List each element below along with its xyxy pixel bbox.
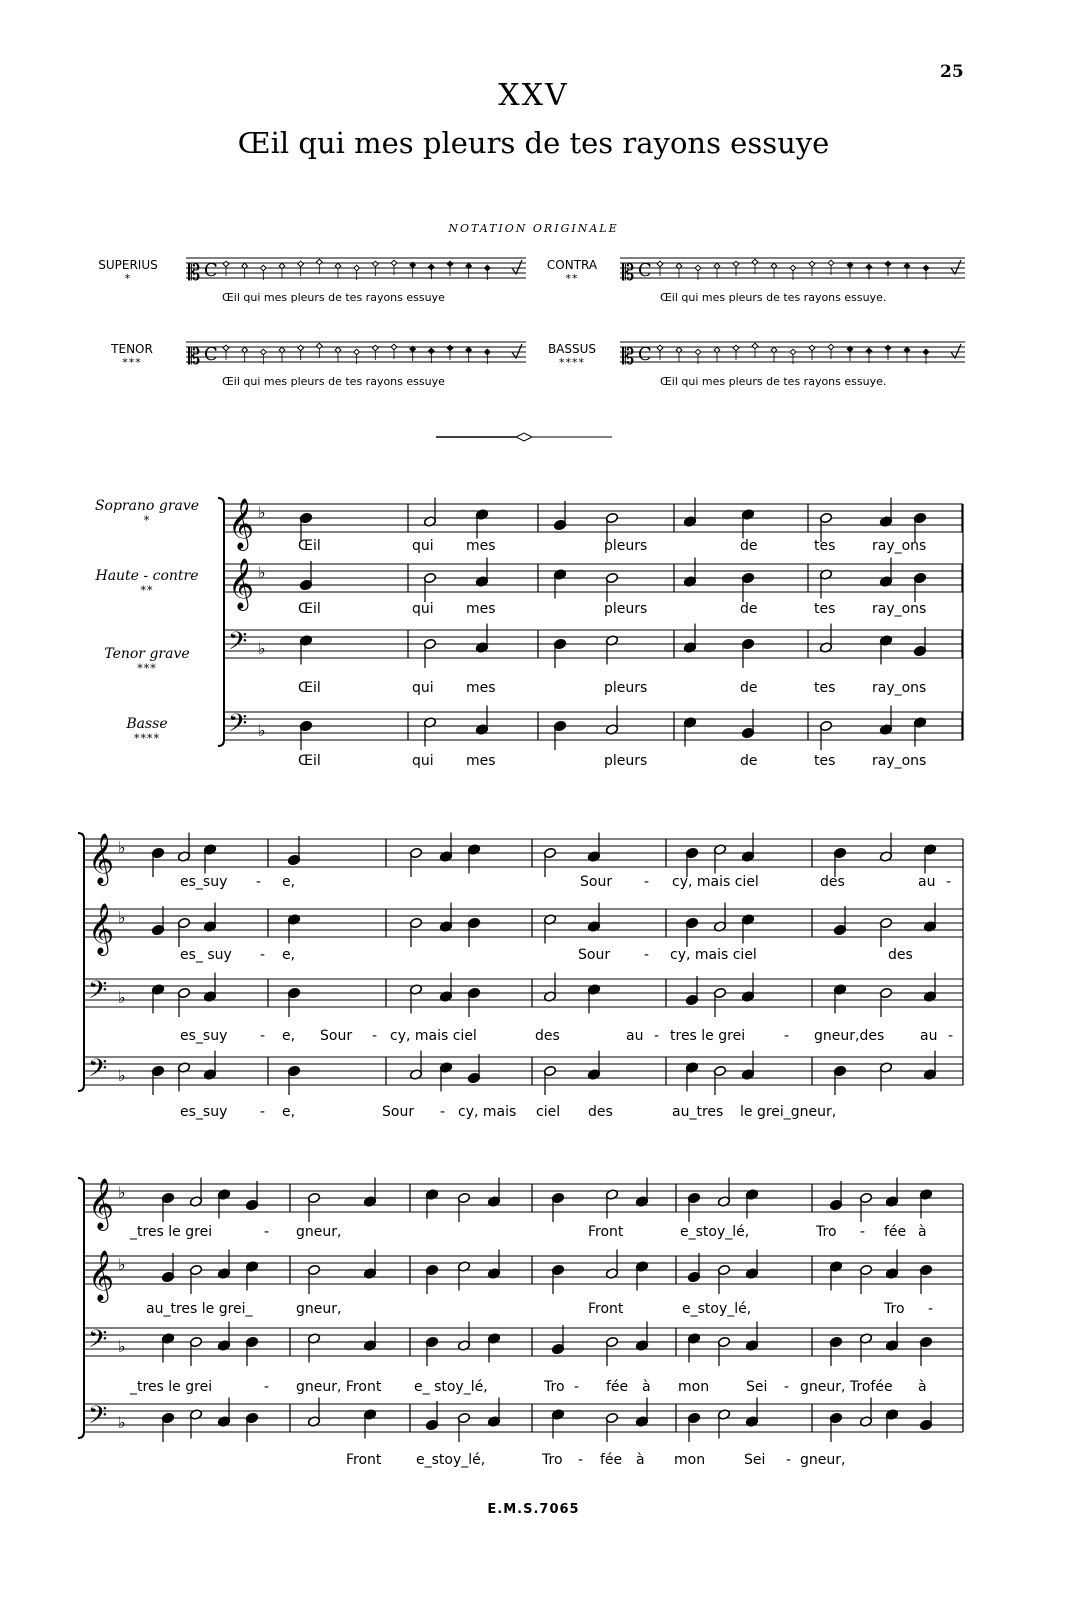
incipit-lyric-bassus: Œil qui mes pleurs de tes rayons essuye. [660,375,887,388]
mensuration-sign: C [204,260,218,281]
incipit-lyric-tenor: Œil qui mes pleurs de tes rayons essuye [222,375,445,388]
lyric-syllable: qui [412,680,434,696]
voice-stars: * [143,514,151,527]
incipit-note [317,343,323,349]
page-number: 25 [940,62,964,82]
lyric-syllable: Œil [298,538,321,554]
lyric-syllable: Front [588,1301,624,1317]
lyric-syllable: - [372,1028,378,1044]
lyric-syllable: au [626,1028,644,1044]
lyric-syllable: - [786,1452,792,1468]
lyric-syllable: Tro [542,1452,563,1468]
voice-label-haute-contre [82,568,212,597]
lyric-syllable: Sei [746,1379,768,1395]
lyric-syllable: qui [412,601,434,617]
incipit-stars: *** [122,356,142,369]
flat-sign: ♭ [118,838,126,857]
incipit-note [447,345,453,351]
incipit-name: SUPERIUS [98,258,158,272]
lyric-syllable: e, [282,1104,296,1120]
lyric-syllable: cy, mais ciel [390,1028,477,1044]
incipit-note [223,261,229,267]
voice-label-basse [82,716,212,745]
voice-name: Soprano grave [94,498,200,514]
lyric-syllable: à [642,1379,651,1395]
lyric-syllable: _tres le grei [130,1224,213,1240]
incipit-lyric-superius: Œil qui mes pleurs de tes rayons essuye [222,291,445,304]
notation-heading: NOTATION ORIGINALE [448,222,619,235]
voice-name: Tenor grave [104,646,190,662]
incipit-name: CONTRA [546,258,598,272]
flat-sign: ♭ [118,1337,126,1356]
lyric-syllable: à [636,1452,645,1468]
flat-sign: ♭ [118,988,126,1007]
bass-clef: 𝄢 [88,976,108,1011]
lyric-syllable: des [535,1028,560,1044]
lyric-syllable: Œil [298,680,321,696]
incipit-note [429,264,435,270]
lyric-syllable: e_stoy_lé, [682,1301,752,1317]
bass-clef: 𝄢 [228,709,248,744]
lyric-syllable: e, [282,947,296,963]
incipit-note [261,265,267,271]
lyric-syllable: ray_ons [872,753,927,769]
lyric-syllable: Front [588,1224,624,1240]
lyric-syllable: au [918,874,936,890]
clef-sign: 𝄡 [622,345,635,370]
lyric-syllable: fée [606,1379,629,1395]
clef-sign: 𝄡 [188,345,201,370]
flat-sign: ♭ [118,908,126,927]
incipit-note [828,260,834,266]
lyric-syllable: - [644,874,650,890]
incipit-note [354,265,360,271]
lyric-syllable: tes [814,680,836,696]
incipit-note [790,349,796,355]
incipit-note [485,265,491,271]
voice-label-soprano [82,498,212,527]
flat-sign: ♭ [118,1255,126,1274]
lyric-syllable: fée [884,1224,907,1240]
lyric-syllable: e_ stoy_lé, [414,1379,488,1395]
lyric-syllable: e_stoy_lé, [416,1452,486,1468]
lyric-syllable: qui [412,753,434,769]
incipit-note [866,348,872,354]
lyric-syllable: des [820,874,845,890]
piece-title: Œil qui mes pleurs de tes rayons essuye [237,126,830,160]
lyric-syllable: qui [412,538,434,554]
mensuration-sign: C [204,344,218,365]
lyric-syllable: tes [814,601,836,617]
lyric-syllable: - [644,947,650,963]
flat-sign: ♭ [258,639,266,658]
clef-sign: 𝄡 [622,261,635,286]
score-system-1 [220,480,965,780]
lyric-syllable: - [256,874,262,890]
lyric-syllable: gneur, Front [296,1379,382,1395]
lyric-syllable: - [578,1452,584,1468]
incipit-note [657,345,663,351]
lyric-syllable: pleurs [604,538,648,554]
lyric-syllable: ray_ons [872,538,927,554]
lyric-syllable: mes [466,753,496,769]
lyric-syllable: à [918,1379,927,1395]
lyric-syllable: - [860,1224,866,1240]
lyric-syllable: es_ suy [180,947,232,963]
incipit-note [657,261,663,267]
mensuration-sign: C [638,260,652,281]
incipit-note [809,261,815,267]
lyric-syllable: e, [282,874,296,890]
custos-sign [951,344,961,358]
lyric-syllable: - [928,1301,934,1317]
lyric-syllable: gneur, [800,1452,846,1468]
incipit-label-contra [532,258,612,285]
incipit-note [828,344,834,350]
incipit-stars: **** [559,356,585,369]
incipit-note [695,265,701,271]
flat-sign: ♭ [258,563,266,582]
lyric-syllable: tres le grei [670,1028,746,1044]
voice-stars: **** [134,732,160,745]
lyric-syllable: cy, mais [458,1104,517,1120]
incipit-staff-tenor [186,336,526,372]
incipit-note [223,345,229,351]
incipit-note [923,349,929,355]
lyric-syllable: - [260,947,266,963]
lyric-syllable: tes [814,753,836,769]
lyric-syllable: Œil [298,601,321,617]
lyric-syllable: - [784,1379,790,1395]
lyric-syllable: de [740,601,758,617]
treble-clef: 𝄞 [228,498,255,549]
lyric-syllable: gneur,des [814,1028,885,1044]
incipit-stars: * [124,272,132,285]
lyric-syllable: pleurs [604,680,648,696]
lyric-syllable: de [740,753,758,769]
piece-number: XXV [498,78,569,113]
incipit-lyric-contra: Œil qui mes pleurs de tes rayons essuye. [660,291,887,304]
section-divider [436,430,616,444]
lyric-syllable: mon [674,1452,706,1468]
incipit-note [885,261,891,267]
incipit-note [695,349,701,355]
custos-sign [512,344,522,358]
lyric-syllable: au [920,1028,938,1044]
incipit-note [261,349,267,355]
lyric-syllable: - [260,1028,266,1044]
lyric-syllable: gneur, [296,1224,342,1240]
incipit-note [373,261,379,267]
treble-clef: 𝄞 [88,903,115,954]
incipit-name: TENOR [111,342,153,356]
lyric-syllable: - [948,1028,954,1044]
custos-sign [512,260,522,274]
lyric-syllable: de [740,538,758,554]
lyric-syllable: Sour [382,1104,415,1120]
incipit-stars: ** [565,272,579,285]
incipit-name: BASSUS [547,342,597,356]
lyric-syllable: Sei [744,1452,766,1468]
lyric-syllable: mes [466,538,496,554]
incipit-note [809,345,815,351]
lyric-syllable: fée [600,1452,623,1468]
incipit-note [752,343,758,349]
incipit-note [752,259,758,265]
lyric-syllable: - [264,1379,270,1395]
incipit-note [429,348,435,354]
lyric-syllable: Sour [320,1028,353,1044]
custos-sign [951,260,961,274]
lyric-syllable: Front [346,1452,382,1468]
lyric-syllable: - [784,1028,790,1044]
treble-clef: 𝄞 [88,1250,115,1301]
incipit-note [354,349,360,355]
lyric-syllable: mon [678,1379,710,1395]
lyric-syllable: des [888,947,913,963]
bass-clef: 𝄢 [228,627,248,662]
incipit-note [885,345,891,351]
lyric-syllable: ray_ons [872,601,927,617]
incipit-label-bassus [532,342,612,369]
bass-clef: 𝄢 [88,1325,108,1360]
lyric-syllable: Œil [298,753,321,769]
lyric-syllable: ciel [536,1104,561,1120]
lyric-syllable: le grei_gneur, [740,1104,837,1120]
lyric-syllable: de [740,680,758,696]
treble-clef: 𝄞 [88,833,115,884]
flat-sign: ♭ [118,1413,126,1432]
flat-sign: ♭ [118,1066,126,1085]
voice-name: Haute - contre [95,568,199,584]
incipit-label-tenor [92,342,172,369]
lyric-syllable: Tro [884,1301,905,1317]
lyric-syllable: - [440,1104,446,1120]
mensuration-sign: C [638,344,652,365]
lyric-syllable: es_suy [180,1028,228,1044]
clef-sign: 𝄡 [188,261,201,286]
incipit-staff-bassus [620,336,965,372]
lyric-syllable: Tro [816,1224,837,1240]
bass-clef: 𝄢 [88,1054,108,1089]
incipit-note [923,265,929,271]
lyric-syllable: Tro [544,1379,565,1395]
voice-stars: ** [140,584,154,597]
incipit-note [298,345,304,351]
lyric-syllable: es_suy [180,1104,228,1120]
flat-sign: ♭ [118,1183,126,1202]
lyric-syllable: à [918,1224,927,1240]
lyric-syllable: pleurs [604,601,648,617]
lyric-syllable: cy, mais ciel [672,874,759,890]
lyric-syllable: tes [814,538,836,554]
incipit-note [391,260,397,266]
lyric-syllable: - [946,874,952,890]
incipit-staff-contra [620,252,965,288]
lyric-syllable: - [260,1104,266,1120]
voice-stars: *** [137,662,157,675]
score-system-2 [80,815,965,1125]
incipit-note [485,349,491,355]
lyric-syllable: pleurs [604,753,648,769]
incipit-label-superius [88,258,168,285]
voice-name: Basse [126,716,168,732]
incipit-note [733,345,739,351]
voice-label-tenor [82,646,212,675]
incipit-note [298,261,304,267]
flat-sign: ♭ [258,503,266,522]
incipit-note [866,264,872,270]
lyric-syllable: gneur, [296,1301,342,1317]
lyric-syllable: des [588,1104,613,1120]
lyric-syllable: mes [466,601,496,617]
lyric-syllable: cy, mais ciel [670,947,757,963]
lyric-syllable: - [264,1224,270,1240]
lyric-syllable: ray_ons [872,680,927,696]
lyric-syllable: mes [466,680,496,696]
lyric-syllable: - [574,1379,580,1395]
incipit-note [447,261,453,267]
publisher-code: E.M.S.7065 [487,1502,580,1517]
lyric-syllable: e, [282,1028,296,1044]
lyric-syllable: Sour [580,874,613,890]
lyric-syllable: e_stoy_lé, [680,1224,750,1240]
bass-clef: 𝄢 [88,1401,108,1436]
incipit-note [373,345,379,351]
lyric-syllable: _tres le grei [130,1379,213,1395]
lyric-syllable: gneur, Trofée [800,1379,893,1395]
incipit-note [790,265,796,271]
flat-sign: ♭ [258,721,266,740]
treble-clef: 𝄞 [88,1178,115,1229]
incipit-note [733,261,739,267]
incipit-note [317,259,323,265]
lyric-syllable: es_suy [180,874,228,890]
incipit-staff-superius [186,252,526,288]
lyric-syllable: - [654,1028,660,1044]
lyric-syllable: au_tres le grei_ [146,1301,253,1317]
treble-clef: 𝄞 [228,558,255,609]
lyric-syllable: Sour [578,947,611,963]
lyric-syllable: au_tres [672,1104,724,1120]
incipit-note [391,344,397,350]
